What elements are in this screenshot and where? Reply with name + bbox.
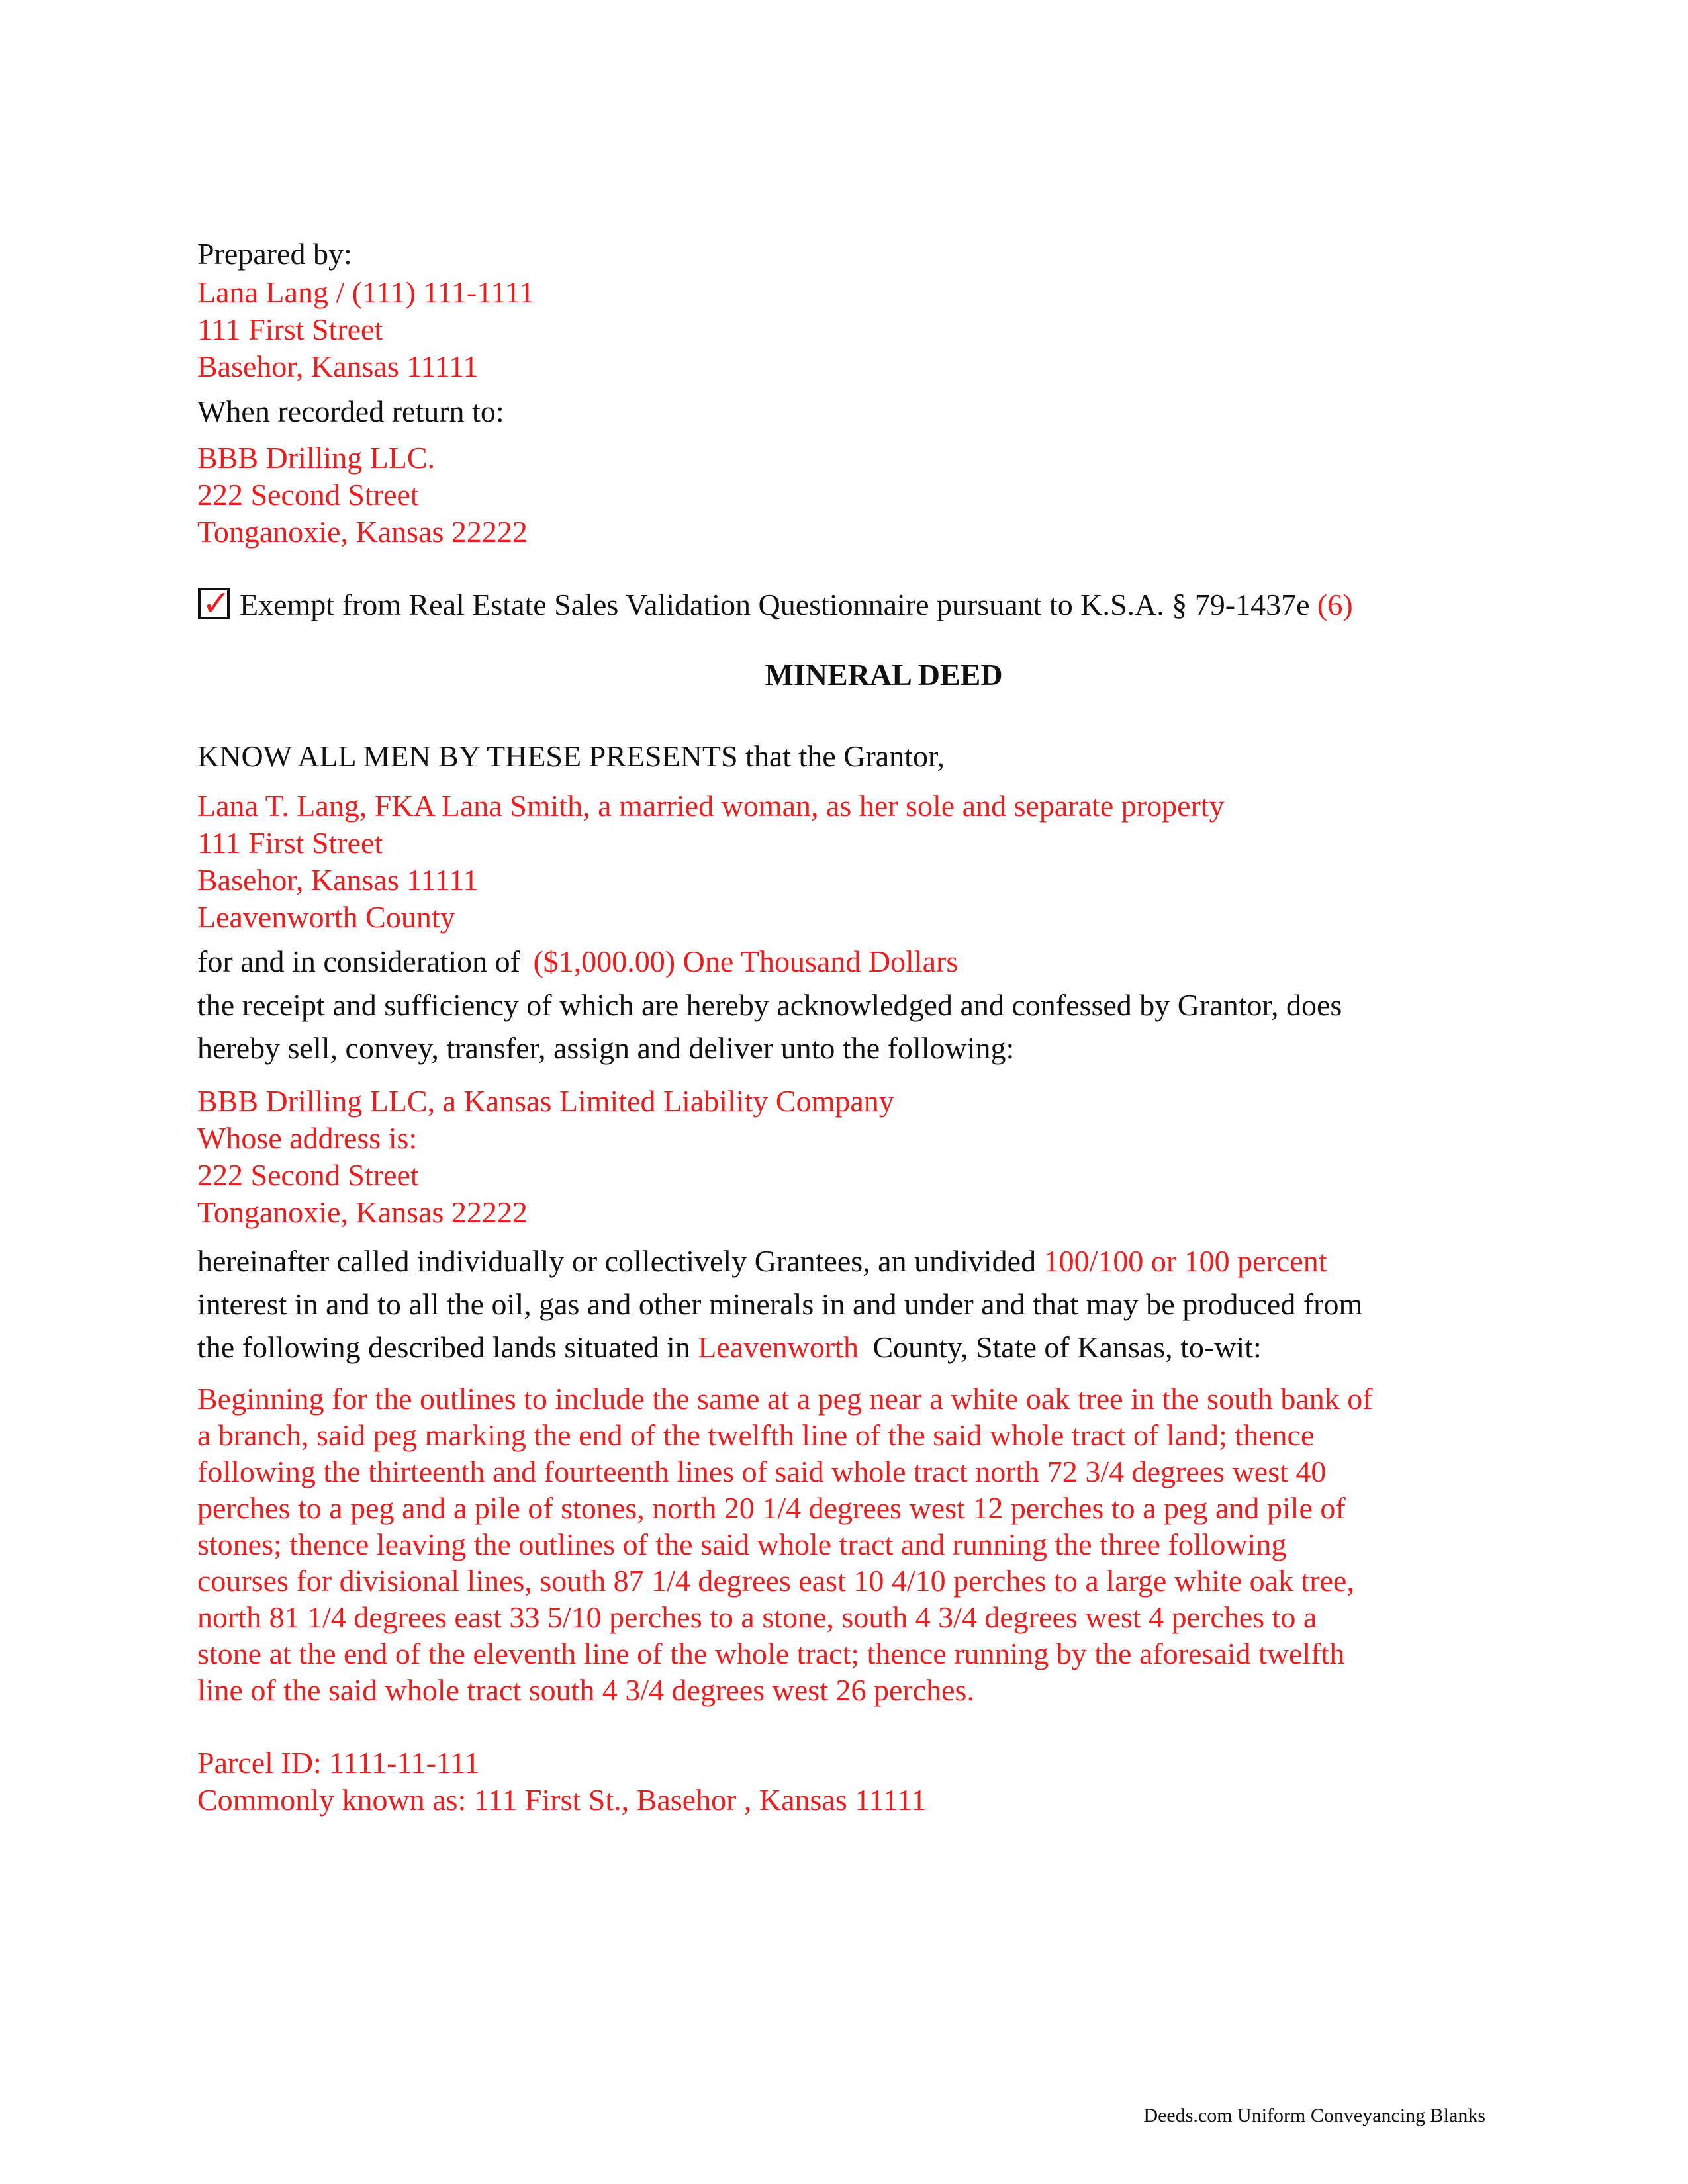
exempt-checkbox[interactable] xyxy=(198,584,231,623)
consideration-line-3: hereby sell, convey, transfer, assign and deliver unto the following: xyxy=(197,1031,1015,1065)
return-to-street: 222 Second Street xyxy=(197,478,419,512)
grantee-address-label: Whose address is: xyxy=(197,1121,418,1155)
grantor-street: 111 First Street xyxy=(197,826,383,860)
legal-description-line: a branch, said peg marking the end of the twelfth line of the said whole tract of land; thence xyxy=(197,1418,1315,1452)
legal-description-line: line of the said whole tract south 4 3/4 degrees west 26 perches. xyxy=(197,1673,974,1707)
return-to-name: BBB Drilling LLC. xyxy=(197,441,436,475)
legal-description-line: north 81 1/4 degrees east 33 5/10 perches to a stone, south 4 3/4 degrees west 4 perches to a xyxy=(197,1600,1317,1634)
parcel-id: Parcel ID: 1111-11-111 xyxy=(197,1746,480,1780)
consideration-amount: ($1,000.00) One Thousand Dollars xyxy=(533,944,959,978)
grantee-name: BBB Drilling LLC, a Kansas Limited Liability Company xyxy=(197,1084,894,1118)
interest-line-3-prefix: the following described lands situated in xyxy=(197,1330,690,1364)
exempt-subsection: (6) xyxy=(1317,588,1353,621)
preparer-street: 111 First Street xyxy=(197,312,383,346)
parcel-known-as: Commonly known as: 111 First St., Basehor , Kansas 11111 xyxy=(197,1783,927,1817)
grantee-street: 222 Second Street xyxy=(197,1158,419,1192)
preparer-city: Basehor, Kansas 11111 xyxy=(197,349,479,383)
document-title: MINERAL DEED xyxy=(765,658,1003,692)
grantor-name: Lana T. Lang, FKA Lana Smith, a married woman, as her sole and separate property xyxy=(197,789,1225,823)
interest-share: 100/100 or 100 percent xyxy=(1043,1244,1327,1278)
return-to-label: When recorded return to: xyxy=(197,394,504,428)
legal-description-line: stone at the end of the eleventh line of the whole tract; thence running by the aforesaid twelfth xyxy=(197,1637,1345,1670)
exempt-statement xyxy=(240,586,1353,623)
grantor-county: Leavenworth County xyxy=(197,900,455,934)
checkmark-icon: ✓ xyxy=(202,584,231,623)
interest-line-3-suffix: County, State of Kansas, to-wit: xyxy=(872,1330,1262,1364)
interest-line-3 xyxy=(197,1329,1262,1366)
interest-line xyxy=(197,1243,1327,1280)
interest-county: Leavenworth xyxy=(698,1330,859,1364)
interest-line-2: interest in and to all the oil, gas and other minerals in and under and that may be produced from xyxy=(197,1287,1363,1321)
consideration-prefix: for and in consideration of xyxy=(197,944,520,978)
intro-text: KNOW ALL MEN BY THESE PRESENTS that the Grantor, xyxy=(197,739,945,773)
return-to-city: Tonganoxie, Kansas 22222 xyxy=(197,515,528,549)
legal-description-line: perches to a peg and a pile of stones, north 20 1/4 degrees west 12 perches to a peg and pile of xyxy=(197,1491,1346,1525)
legal-description-line: stones; thence leaving the outlines of the said whole tract and running the three following xyxy=(197,1527,1287,1561)
footer-text: Deeds.com Uniform Conveyancing Blanks xyxy=(1143,2105,1485,2126)
exempt-text: Exempt from Real Estate Sales Validation Questionnaire pursuant to K.S.A. § 79-1437e xyxy=(240,588,1310,621)
legal-description-line: courses for divisional lines, south 87 1/4 degrees east 10 4/10 perches to a large white oak tree, xyxy=(197,1564,1354,1598)
interest-prefix: hereinafter called individually or collectively Grantees, an undivided xyxy=(197,1244,1037,1278)
consideration-line xyxy=(197,943,958,980)
legal-description-line: Beginning for the outlines to include the same at a peg near a white oak tree in the south bank of xyxy=(197,1382,1373,1416)
grantor-city: Basehor, Kansas 11111 xyxy=(197,863,479,897)
prepared-by-label: Prepared by: xyxy=(197,237,352,271)
preparer-name-phone: Lana Lang / (111) 111-1111 xyxy=(197,275,535,309)
legal-description-line: following the thirteenth and fourteenth lines of said whole tract north 72 3/4 degrees west 40 xyxy=(197,1455,1327,1488)
consideration-line-2: the receipt and sufficiency of which are hereby acknowledged and confessed by Grantor, does xyxy=(197,988,1342,1022)
grantee-city: Tonganoxie, Kansas 22222 xyxy=(197,1195,528,1229)
